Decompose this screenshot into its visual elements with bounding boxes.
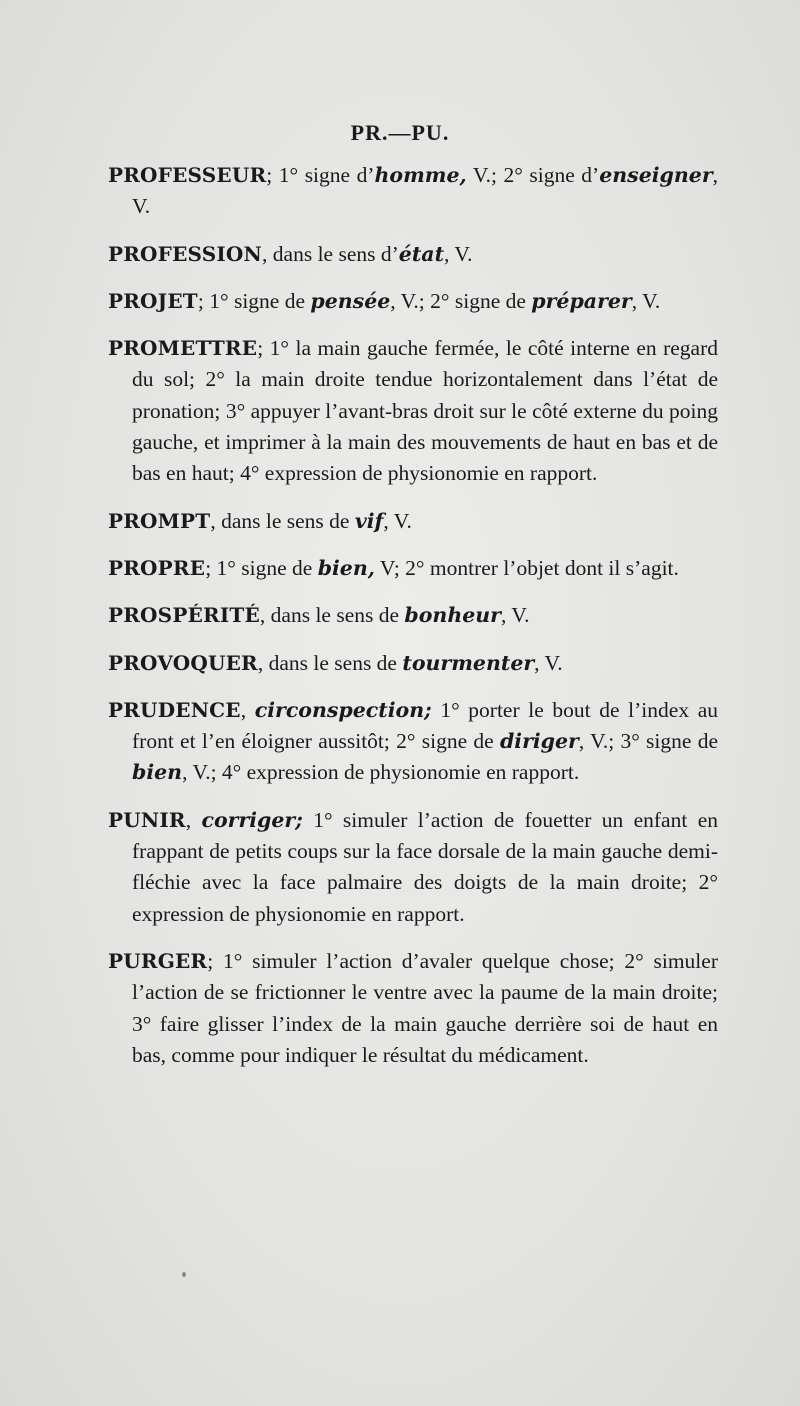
dictionary-entry — [108, 946, 718, 1071]
entry-headword: PROJET — [108, 288, 198, 313]
dictionary-entry — [108, 695, 718, 789]
running-head: PR.—PU. — [350, 120, 450, 145]
cross-reference-word: homme, — [374, 163, 467, 187]
cross-reference-word: bien — [132, 760, 183, 785]
entry-headword: PROFESSEUR — [108, 163, 267, 187]
entry-text: , V. — [444, 241, 473, 266]
cross-reference-word: corriger; — [201, 807, 303, 832]
entry-headword: PROVOQUER — [108, 650, 258, 675]
entry-headword: PUNIR — [108, 807, 186, 832]
entry-headword: PROFESSION — [108, 241, 263, 266]
cross-reference-word: tourmenter — [402, 650, 535, 675]
dictionary-entry — [108, 160, 718, 223]
entry-text: 1° simuler l’action de fouetter un enfant en frappant de petits coups sur la face dorsale de la main gauche demi-fléchie avec la face palmaire des doigts de la main droite; 2° expression de physionomie en rapport. — [132, 807, 718, 926]
cross-reference-word: enseigner — [599, 163, 713, 187]
dictionary-entry — [108, 648, 718, 679]
entry-text: , V. — [501, 603, 530, 628]
entry-text: ; 1° signe d’ — [266, 163, 375, 187]
entry-headword: PRUDENCE — [108, 697, 241, 722]
entry-text: , V. — [534, 650, 563, 675]
entry-text: V; 2° montrer l’objet dont il s’agit. — [374, 555, 679, 580]
entry-text: ; 1° signe de — [197, 288, 311, 313]
cross-reference-word: bien, — [317, 555, 375, 580]
entry-text: , — [185, 807, 202, 832]
cross-reference-word: pensée — [310, 288, 391, 313]
entry-text: V.; 2° signe d’ — [466, 163, 600, 187]
dictionary-entries — [108, 160, 718, 1071]
cross-reference-word: préparer — [531, 288, 632, 313]
entry-headword: PURGER — [108, 948, 208, 973]
entry-text: , dans le sens de — [210, 508, 355, 533]
entry-text: , — [240, 697, 255, 722]
cross-reference-word: bonheur — [404, 603, 501, 628]
entry-text: , dans le sens d’ — [262, 241, 399, 266]
dictionary-entry — [108, 286, 718, 317]
entry-text: , V.; 3° signe de — [578, 729, 718, 754]
entry-headword: PROPRE — [108, 555, 206, 580]
cross-reference-word: circonspection; — [254, 697, 432, 722]
entry-headword: PROMPT — [108, 508, 211, 533]
entry-text: , V.; 4° expression de physionomie en rapport. — [182, 760, 580, 785]
entry-text: ; 1° signe de — [205, 555, 318, 580]
cross-reference-word: diriger — [499, 729, 579, 754]
entry-headword: PROMETTRE — [108, 336, 258, 361]
dictionary-entry — [108, 553, 718, 584]
dictionary-entry — [108, 805, 718, 930]
entry-text: , dans le sens de — [257, 650, 403, 675]
entry-text: , V. — [631, 288, 661, 313]
entry-headword: PROSPÉRITÉ — [108, 603, 260, 628]
cross-reference-word: état — [398, 241, 445, 266]
dictionary-entry — [108, 333, 718, 489]
entry-text: , V.; 2° signe de — [390, 288, 532, 313]
entry-text: 1° porter le bout de l’index au front et l’en éloigner aussitôt; 2° signe de — [132, 697, 718, 754]
entry-text: ; 1° simuler l’action d’avaler quelque chose; 2° simuler l’action de se frictionner le ventre avec la paume de la main droite; 3° faire glisser l’index de la main gauche derrière soi de haut en bas, comme pour indiquer le résultat du médicament. — [132, 948, 718, 1067]
dictionary-entry — [108, 239, 718, 270]
dictionary-entry — [108, 506, 718, 537]
entry-text: ; 1° la main gauche fermée, le côté interne en regard du sol; 2° la main droite tendue horizontalement dans l’état de pronation; 3° appuyer l’avant-bras droit sur le côté externe du poing gauche, et imprimer à la main des mouvements de haut en bas et de bas en haut; 4° expression de physionomie en rapport. — [132, 336, 718, 486]
dictionary-entry — [108, 600, 718, 631]
cross-reference-word: vif — [354, 508, 384, 533]
ink-speck — [182, 1272, 186, 1277]
entry-text: , dans le sens de — [259, 603, 405, 628]
entry-text: , V. — [383, 508, 412, 533]
entry-text: , V. — [132, 163, 718, 219]
